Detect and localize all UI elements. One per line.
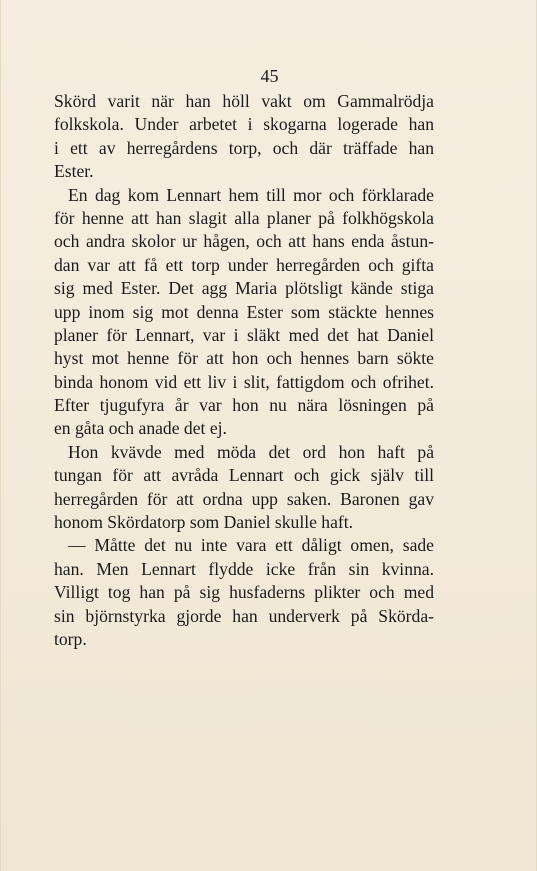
page-number: 45 xyxy=(260,66,279,86)
text-line: för henne att han slagit alla planer på folkhögskola xyxy=(54,207,434,228)
text-line: hyst mot henne för att hon och hennes barn sökte xyxy=(54,348,434,369)
text-line: honom Skördatorp som Daniel skulle haft. xyxy=(54,512,354,533)
text-line: och andra skolor ur hågen, och att hans enda åstun- xyxy=(54,231,434,252)
text-line: dan var att få ett torp under herregården och gifta xyxy=(54,254,434,275)
text-line: upp inom sig mot denna Ester som stäckte hennes xyxy=(54,301,434,322)
text-line: binda honom vid ett liv i slit, fattigdom och ofrihet. xyxy=(54,371,434,392)
text-line: Efter tjugufyra år var hon nu nära lösningen på xyxy=(54,395,434,416)
text-line: Skörd varit när han höll vakt om Gammalrödja xyxy=(54,91,434,111)
text-line: herregården för att ordna upp saken. Baronen gav xyxy=(54,488,434,509)
text-line: Ester. xyxy=(54,161,94,182)
text-line: Hon kvävde med möda det ord hon haft på xyxy=(68,441,434,462)
text-line: i ett av herregårdens torp, och där träffade han xyxy=(54,137,434,158)
text-line: folkskola. Under arbetet i skogarna logerade han xyxy=(54,114,434,135)
text-line: Villigt tog han på sig husfaderns plikter och med xyxy=(54,582,434,603)
text-line: tungan för att avråda Lennart och gick själv till xyxy=(54,465,434,486)
text-line: han. Men Lennart flydde icke från sin kvinna. xyxy=(54,558,434,579)
text-line: planer för Lennart, var i släkt med det hat Daniel xyxy=(54,324,434,345)
text-line: En dag kom Lennart hem till mor och förklarade xyxy=(68,184,434,205)
text-line: torp. xyxy=(54,628,87,649)
text-line: sig med Ester. Det agg Maria plötsligt kände stiga xyxy=(54,278,434,299)
text-line: — Måtte det nu inte vara ett dåligt omen, sade xyxy=(68,535,434,556)
text-line: en gåta och anade det ej. xyxy=(54,418,227,439)
body-text xyxy=(54,90,434,651)
text-line: sin björnstyrka gjorde han underverk på Skörda- xyxy=(54,605,434,626)
